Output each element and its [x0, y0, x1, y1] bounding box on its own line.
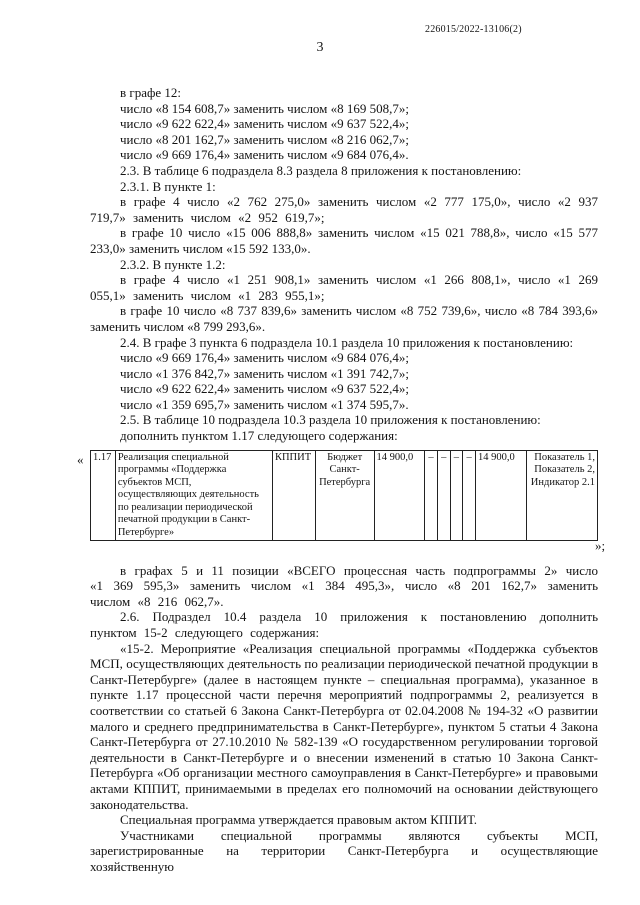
paragraph: Специальная программа утверждается правовым актом КППИТ. — [120, 812, 478, 828]
paragraph: число «9 669 176,4» заменить числом «9 684 076,4». — [120, 147, 409, 163]
paragraph: число «9 622 622,4» заменить числом «9 637 522,4»; — [120, 116, 410, 132]
paragraph: число «1 359 695,7» заменить числом «1 374 595,7». — [120, 396, 409, 412]
cell-executor: КППИТ — [272, 450, 315, 541]
table-open-quote: « — [77, 451, 84, 467]
paragraph: в графах 5 и 11 позиции «ВСЕГО процессная часть подпрограммы 2» число «1 369 595,3» заменить числом «1 384 495,3», число «8 201 162,7» заменить числом «8 216 062,7». — [90, 562, 598, 609]
paragraph: число «1 376 842,7» заменить числом «1 391 742,7»; — [120, 365, 410, 381]
table-close-quote: »; — [595, 537, 606, 553]
paragraph: в графе 4 число «2 762 275,0» заменить числом «2 777 175,0», число «2 937 719,7» заменить числом «2 952 619,7»; — [90, 194, 598, 225]
paragraph: в графе 10 число «15 006 888,8» заменить числом «15 021 788,8», число «15 577 233,0» заменить числом «15 592 133,0». — [90, 225, 598, 256]
document-number: 226015/2022-13106(2) — [425, 24, 522, 35]
paragraph: число «8 154 608,7» заменить числом «8 169 508,7»; — [120, 100, 410, 116]
paragraph: число «9 669 176,4» заменить числом «9 684 076,4»; — [120, 350, 410, 366]
paragraph: в графе 4 число «1 251 908,1» заменить числом «1 266 808,1», число «1 269 055,1» заменить числом «1 283 955,1»; — [90, 272, 598, 303]
paragraph: дополнить пунктом 1.17 следующего содержания: — [120, 428, 398, 444]
cell-activity-name: Реализация специальной программы «Поддержка субъектов МСП, осуществляющих деятельность по реализации периодической печатной продукции в Санкт-Петербурге» — [115, 450, 272, 541]
cell-funding-source: Бюджет Санкт-Петербурга — [315, 450, 374, 541]
subsection-heading: 2.3.2. В пункте 1.2: — [120, 256, 226, 272]
cell-empty-year: – — [437, 450, 450, 541]
cell-item-number: 1.17 — [91, 450, 116, 541]
cell-empty-year: – — [450, 450, 463, 541]
paragraph: число «9 622 622,4» заменить числом «9 637 522,4»; — [120, 381, 410, 397]
paragraph: в графе 10 число «8 737 839,6» заменить числом «8 752 739,6», число «8 784 393,6» заменить числом «8 799 293,6». — [90, 303, 598, 334]
paragraph: Участниками специальной программы являются субъекты МСП, зарегистрированные на территории Санкт-Петербурга и осуществляющие хозяйственную — [90, 827, 598, 874]
paragraph: «15-2. Мероприятие «Реализация специальной программы «Поддержка субъектов МСП, осуществляющих деятельность по реализации периодической печатной продукции в Санкт-Петербурге» (далее в настоящем пункте – специальная программа), указанное в пункте 1.17 процессной части перечня мероприятий подпрограммы 2, реализуется в соответствии со статьей 6 Закона Санкт-Петербурга от 02.04.2008 № 194-32 «О развитии малого и среднего предпринимательства в Санкт-Петербурге», пунктом 5 статьи 4 Закона Санкт-Петербурга от 27.10.2010 № 582-139 «О государственном регулировании торговой деятельности в Санкт-Петербурге и о внесении изменений в статью 10 Закона Санкт-Петербурга «Об организации местного самоуправления в Санкт-Петербурге» и правовыми актами КППИТ, принимаемыми в пределах его полномочий на основании действующего законодательства. — [90, 640, 598, 812]
subsection-heading: 2.3.1. В пункте 1: — [120, 178, 216, 194]
cell-empty-year: – — [425, 450, 438, 541]
section-heading: 2.6. Подраздел 10.4 раздела 10 приложения к постановлению дополнить пунктом 15-2 следующего содержания: — [90, 609, 598, 641]
inserted-table — [90, 450, 598, 542]
paragraph: число «8 201 162,7» заменить числом «8 216 062,7»; — [120, 131, 410, 147]
cell-total: 14 900,0 — [476, 450, 527, 541]
section-heading: 2.5. В таблице 10 подраздела 10.3 раздела 10 приложения к постановлению: — [120, 412, 541, 428]
document-body — [77, 85, 606, 875]
cell-amount: 14 900,0 — [374, 450, 425, 541]
paragraph: в графе 12: — [120, 85, 182, 100]
inserted-table-block — [77, 450, 606, 555]
table-row — [91, 450, 598, 541]
cell-empty-year: – — [463, 450, 476, 541]
section-heading: 2.4. В графе 3 пункта 6 подраздела 10.1 раздела 10 приложения к постановлению: — [120, 334, 574, 350]
section-heading: 2.3. В таблице 6 подраздела 8.3 раздела 8 приложения к постановлению: — [120, 162, 522, 178]
page-number: 3 — [316, 40, 324, 55]
cell-indicators: Показатель 1, Показатель 2, Индикатор 2.1 — [526, 450, 597, 541]
